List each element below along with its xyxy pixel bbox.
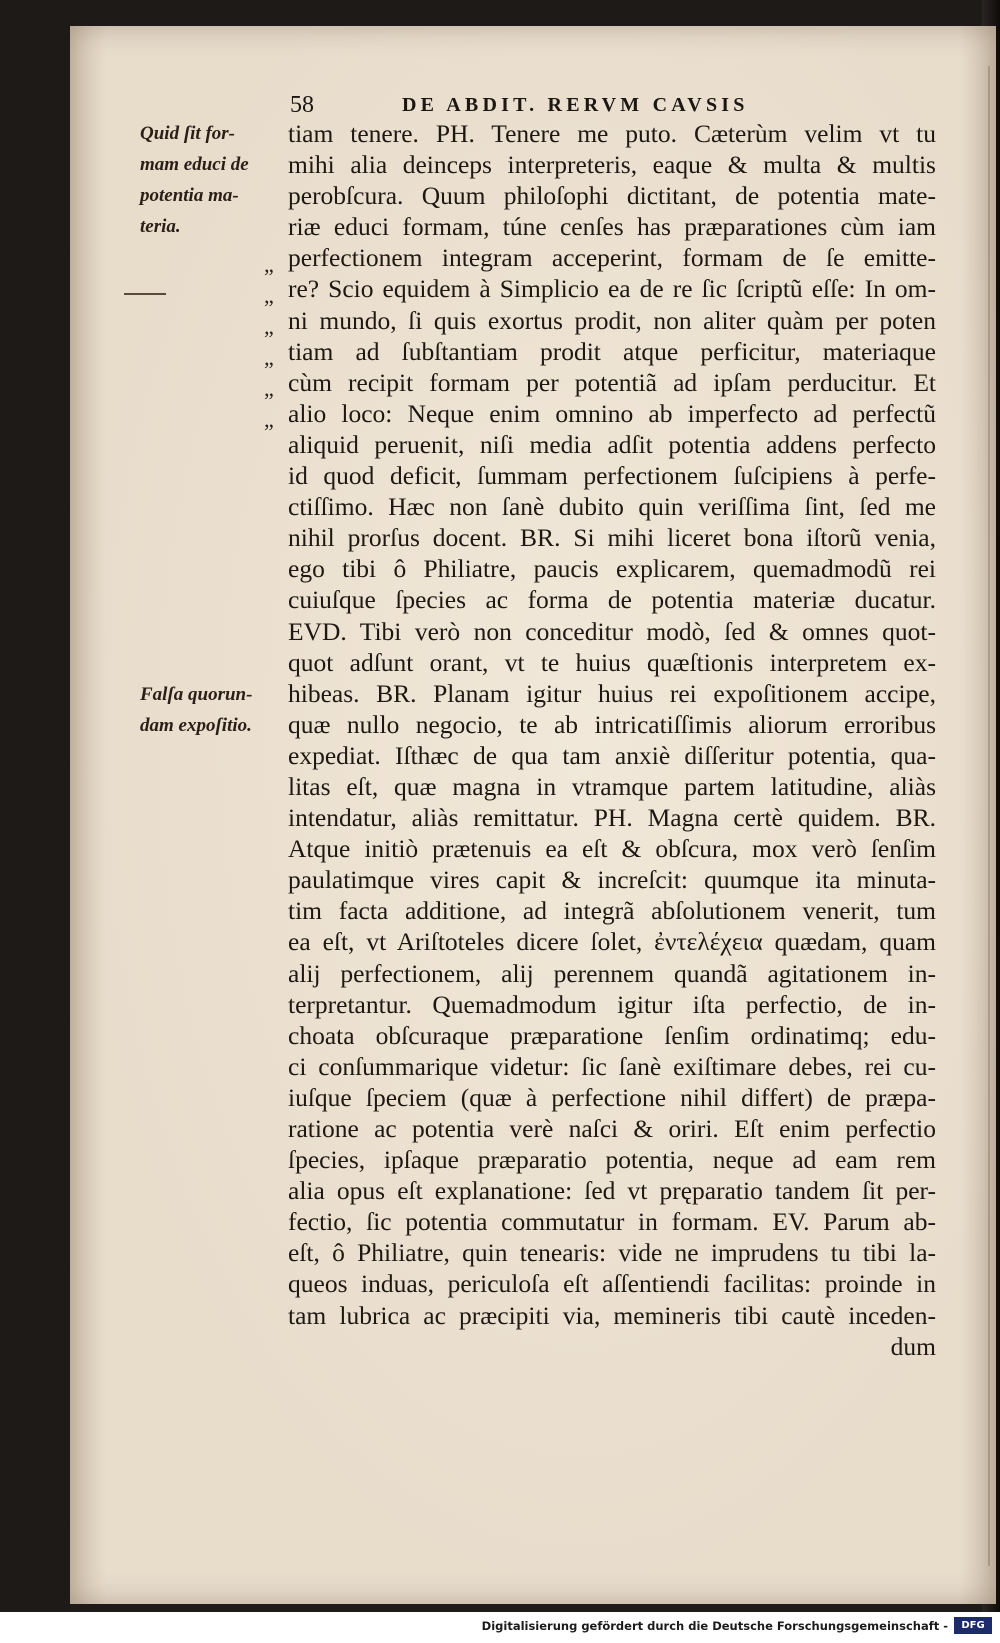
text-line: queos induas, periculoſa eſt aſſentiendi facilitas: proinde in — [288, 1269, 936, 1299]
marginal-note-line: potentia ma- — [140, 185, 239, 207]
text-line: perobſcura. Quum philoſophi dictitant, de potentia mate- — [288, 181, 936, 211]
digitization-credit: Digitalisierung gefördert durch die Deutsche Forschungsgemeinschaft - — [481, 1619, 948, 1633]
text-line: tiam ad ſubſtantiam prodit atque perficitur, materiaque — [288, 336, 936, 366]
text-line: choata obſcuraque præparatione ſenſim ordinatimq; edu- — [288, 1020, 936, 1050]
marginal-note-line: Falſa quorun- — [140, 684, 253, 705]
text-line: ea eſt, vt Ariſtoteles dicere ſolet, ἐντελέχεια quædam, quam — [288, 927, 936, 957]
page-number: 58 — [290, 92, 314, 118]
text-line: terpretantur. Quemadmodum igitur iſta perfectio, de in- — [288, 989, 936, 1019]
text-line: cùm recipit formam per potentiã ad ipſam perducitur. Et — [288, 367, 936, 397]
text-line: ctiſſimo. Hæc non ſanè dubito quin veriſſima ſint, ſed me — [288, 492, 936, 522]
text-line: ego tibi ô Philiatre, paucis explicarem, quemadmodũ rei — [288, 554, 936, 584]
quotation-mark: „ — [264, 407, 274, 433]
text-line: dum — [890, 1331, 936, 1361]
text-line: alia opus eſt explanatione: ſed vt pręparatio tandem ſit per- — [288, 1176, 936, 1206]
quotation-marks-column — [264, 249, 284, 436]
text-line: Atque initiò prætenuis ea eſt & obſcura, mox verò ſenſim — [288, 834, 936, 864]
page-fore-edge — [988, 66, 990, 1566]
quotation-mark: „ — [264, 314, 274, 340]
quotation-mark: „ — [264, 283, 274, 309]
running-title: DE ABDIT. RERVM CAVSIS — [402, 94, 749, 116]
text-line: aliquid peruenit, niſi media adſit potentia addens perfecto — [288, 429, 936, 459]
text-line: cuiuſque ſpecies ac forma de potentia materiæ ducatur. — [288, 585, 936, 615]
marginal-note — [140, 118, 280, 242]
text-line: iuſque ſpeciem (quæ à perfectione nihil differt) de præpa- — [288, 1082, 936, 1112]
text-line: EVD. Tibi verò non conceditur modò, ſed & omnes quot- — [288, 616, 936, 646]
text-line: ſpecies, ipſaque præparatio potentia, neque ad eam rem — [288, 1145, 936, 1175]
text-line: re? Scio equidem à Simplicio ea de re ſic ſcriptũ eſſe: In om- — [288, 274, 936, 304]
text-line: id quod deficit, ſummam perfectionem ſuſcipiens à perfe- — [288, 461, 936, 491]
text-line: expediat. Iſthæc de qua tam anxiè diſſeritur potentia, qua- — [288, 740, 936, 770]
text-line: ci conſummarique videtur: ſic ſanè exiſtimare debes, rei cu- — [288, 1051, 936, 1081]
text-line: tim facta additione, ad integrã abſolutionem venerit, tum — [288, 896, 936, 926]
text-line: ratione ac potentia verè naſci & oriri. Eſt enim perfectio — [288, 1114, 936, 1143]
marginal-note-line: dam expoſitio. — [140, 715, 252, 737]
dfg-logo-badge: DFG — [954, 1617, 992, 1634]
text-line: tam lubrica ac præcipiti via, memineris tibi cautè inceden- — [288, 1300, 936, 1330]
quotation-mark: „ — [264, 252, 274, 277]
text-line: riæ educi formam, túne cenſes has præparationes cùm iam — [288, 212, 936, 242]
marginal-note-line: Quid ſit for- — [140, 123, 235, 144]
text-line: mihi alia deinceps interpreteris, eaque & multa & multis — [288, 150, 936, 180]
margin-rule-mark — [124, 293, 166, 295]
main-text-block — [288, 118, 936, 1362]
text-line: intendatur, aliàs remittatur. PH. Magna certè quidem. BR. — [288, 803, 936, 833]
text-line: quæ nullo negocio, te ab intricatiſſimis aliorum erroribus — [288, 709, 936, 739]
text-line: perfectionem integram acceperint, formam de ſe emitte- — [288, 243, 936, 273]
marginal-note-line: mam educi de — [140, 154, 249, 176]
text-line: litas eſt, quæ magna in vtramque partem latitudine, aliàs — [288, 771, 936, 801]
marginal-note — [140, 679, 280, 741]
text-line: alio loco: Neque enim omnino ab imperfecto ad perfectũ — [288, 398, 936, 428]
text-line: nihil prorſus docent. BR. Si mihi liceret bona iſtorũ venia, — [288, 523, 936, 553]
quotation-mark: „ — [264, 376, 274, 402]
text-line: paulatimque vires capit & increſcit: quumque ita minuta- — [288, 865, 936, 895]
text-line: tiam tenere. PH. Tenere me puto. Cæterùm velim vt tu — [288, 119, 936, 148]
text-line: eſt, ô Philiatre, quin tenearis: vide ne imprudens tu tibi la- — [288, 1238, 936, 1268]
text-line: fectio, ſic potentia commutatur in formam. EV. Parum ab- — [288, 1207, 936, 1237]
text-line: hibeas. BR. Planam igitur huius rei expoſitionem accipe, — [288, 678, 936, 708]
text-line: alij perfectionem, alij perennem quandã agitationem in- — [288, 958, 936, 988]
quotation-mark: „ — [264, 345, 274, 371]
marginal-note-line: teria. — [140, 216, 181, 238]
text-line: ni mundo, ſi quis exortus prodit, non aliter quàm per poten — [288, 305, 936, 335]
text-line: quot adſunt orant, vt te huius quæſtionis interpretem ex- — [288, 647, 936, 677]
